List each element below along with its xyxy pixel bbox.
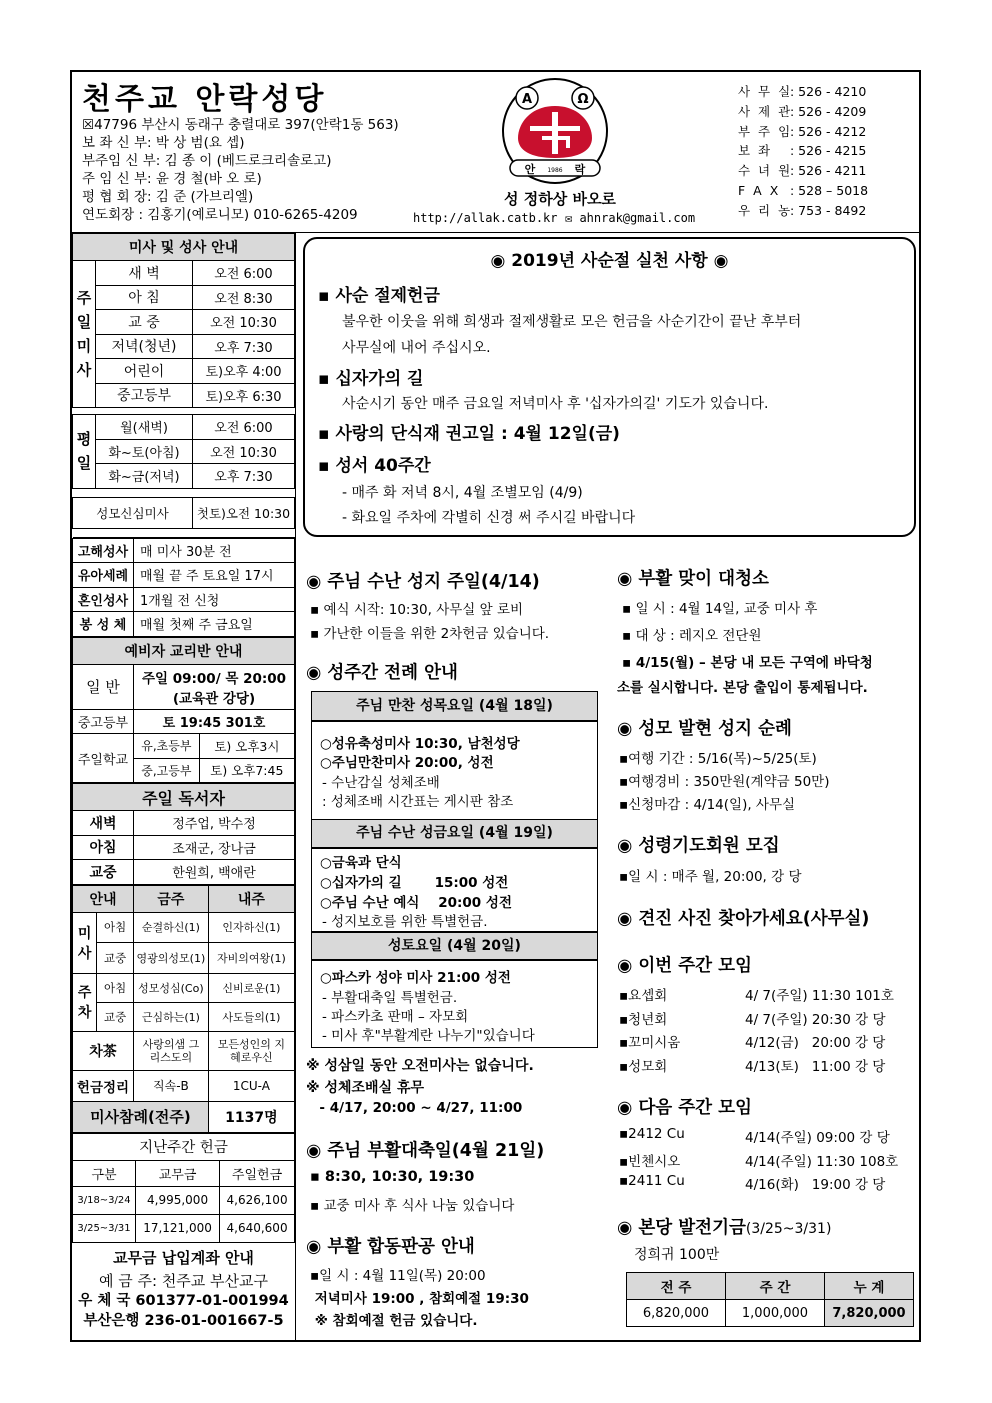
palm-title: ◉ 주님 수난 성지 주일(4/14) <box>306 572 540 592</box>
mass-time: 오전 10:30 <box>193 310 295 335</box>
mass-time: 오전 6:00 <box>193 415 295 440</box>
fund-total: 7,820,000 <box>825 1300 914 1327</box>
phone-label: 우 리 농 <box>738 202 793 218</box>
fund-title <box>617 1214 831 1239</box>
phone-row <box>738 122 868 142</box>
website-link[interactable]: http://allak.catb.kr <box>413 211 558 225</box>
sacrament-value: 1개월 전 신청 <box>134 587 295 612</box>
meeting-when: 4/ 7(주일) 20:30 강 당 <box>745 1011 886 1028</box>
fund-value: 1,000,000 <box>726 1300 825 1327</box>
clean-line: ▪ 대 상 : 레지오 전단원 <box>622 628 762 644</box>
account-line: 부산은행 236-01-001667-5 <box>83 1312 284 1329</box>
sacrament-value: 매월 끝 주 토요일 17시 <box>134 563 295 588</box>
readers-title: 주일 독서자 <box>73 784 295 811</box>
account-box <box>72 1243 295 1331</box>
fund-value: 6,820,000 <box>627 1300 726 1327</box>
saturday-line: - 미사 후"부활계란 나누기"있습니다 <box>322 1028 535 1044</box>
duty-next: 신비로운(1) <box>208 973 294 1002</box>
logo-right-text: 락 <box>574 163 586 176</box>
patron-saint: 성 정하상 바오로 <box>504 190 616 208</box>
sacrament-name: 봉 성 체 <box>73 612 134 637</box>
reader-names: 조재군, 장나금 <box>134 835 295 860</box>
phone-label: 보 좌 <box>738 143 773 159</box>
offering-table <box>72 1133 295 1243</box>
readers-table <box>72 783 295 885</box>
mail-icon: ✉ <box>565 211 580 225</box>
penance-line: 저녁미사 19:00 , 참회예절 19:30 <box>310 1291 529 1307</box>
offering-period: 3/18~3/24 <box>73 1186 136 1214</box>
saturday-title: 성토요일 (4월 20일) <box>311 932 598 960</box>
phone-row <box>738 141 868 161</box>
left-column <box>72 233 295 1331</box>
phone-number: : 526 - 4211 <box>790 163 867 179</box>
fund-header: 주 간 <box>726 1273 825 1300</box>
offering-sunday: 4,626,100 <box>220 1186 295 1214</box>
reader-mass: 새벽 <box>73 811 134 836</box>
phone-label: F A X <box>738 182 781 198</box>
meeting-name: ▪성모회 <box>619 1058 668 1075</box>
weekday-label: 평 일 <box>73 415 96 489</box>
class-value: 토 19:45 301호 <box>134 709 295 734</box>
week-meetings-title: ◉ 이번 주간 모임 <box>617 956 752 976</box>
sacrament-name: 고해성사 <box>73 538 134 563</box>
class-value <box>134 664 295 709</box>
offering-header: 주일헌금 <box>220 1160 295 1186</box>
fund-header: 누 계 <box>825 1273 914 1300</box>
offering-dues: 4,995,000 <box>136 1186 220 1214</box>
sacrament-value: 매월 첫째 주 금요일 <box>134 612 295 637</box>
clean-line: ▪ 일 시 : 4월 14일, 교중 미사 후 <box>622 601 818 617</box>
tea-next: 모든성인의 지혜로우신 <box>208 1031 294 1070</box>
sacrament-table <box>72 538 295 637</box>
pilgrim-line: ▪여행 기간 : 5/16(목)~5/25(토) <box>619 751 817 767</box>
lent-item-head: ▪ 사순 절제헌금 <box>318 286 440 306</box>
sacrament-value: 매 미사 30분 전 <box>134 538 295 563</box>
duty-next: 사도들의(1) <box>208 1002 294 1031</box>
school-time: 토) 오후3시 <box>199 734 294 759</box>
mass-name: 화~금(저녁) <box>96 464 193 489</box>
phone-row <box>738 161 868 181</box>
clean-line: 소를 실시합니다. 본당 출입이 통제됩니다. <box>617 680 868 696</box>
duty-next: 인자하신(1) <box>208 912 294 943</box>
mass-time: 오전 8:30 <box>193 285 295 310</box>
sunday-school-label: 주일학교 <box>73 734 134 783</box>
class-time: 주일 09:00/ 목 20:00 <box>141 670 287 687</box>
mass-name: 월(새벽) <box>96 415 193 440</box>
fund-donor: 정희귀 100만 <box>634 1247 720 1263</box>
account-line: 우 체 국 601377-01-001994 <box>78 1292 289 1309</box>
phone-number: : 526 - 4210 <box>790 84 867 99</box>
phone-number: : 526 - 4212 <box>790 123 867 139</box>
penance-line: ▪일 시 : 4월 11일(목) 20:00 <box>310 1268 486 1284</box>
palm-line: ▪ 예식 시작: 10:30, 사무실 앞 로비 <box>310 602 524 618</box>
pilgrim-line: ▪신청마감 : 4/14(일), 사무실 <box>619 797 796 813</box>
lent-item-line: - 매주 화 저녁 8시, 4월 조별모임 (4/9) <box>342 485 583 501</box>
class-place: (교육관 강당) <box>172 690 256 707</box>
phone-row <box>738 181 868 201</box>
duty-this: 성모성심(Co) <box>134 973 209 1002</box>
phone-label: 사 제 관 <box>738 103 793 119</box>
lent-item-line: 불우한 이웃을 위해 희생과 절제생활로 모은 헌금을 사순기간이 끝난 후부터 <box>342 314 802 330</box>
spacer <box>73 528 295 537</box>
email-link[interactable] <box>565 211 695 225</box>
fund-table <box>626 1272 914 1327</box>
logo-year-text: 1986 <box>547 167 563 174</box>
meeting-name: ▪청년회 <box>619 1011 668 1028</box>
mass-time: 오전 6:00 <box>193 261 295 286</box>
saturday-line: - 부활대축일 특별헌금. <box>322 990 458 1006</box>
tea-label: 차茶 <box>73 1031 134 1070</box>
offering-sort-this: 직속-B <box>134 1070 209 1101</box>
mass-title: 미사 및 성사 안내 <box>73 234 295 261</box>
prayer-title: ◉ 성령기도회원 모집 <box>617 836 780 856</box>
lent-item-head: ▪ 사랑의 단식재 권고일 : 4월 12일(금) <box>318 424 620 444</box>
mass-table <box>72 233 295 538</box>
meeting-when: 4/13(토) 11:00 강 당 <box>745 1058 886 1075</box>
sacrament-name: 유아세례 <box>73 563 134 588</box>
duty-mass: 아침 <box>97 973 134 1002</box>
reader-names: 정주업, 박수정 <box>134 811 295 836</box>
duty-header: 안내 <box>73 885 134 912</box>
lent-item-head: ▪ 성서 40주간 <box>318 456 431 476</box>
staff-line: 평 협 회 장: 김 준 (가브리엘) <box>82 189 254 205</box>
marian-mass-name: 성모신심미사 <box>73 497 193 528</box>
duty-header: 내주 <box>208 885 294 912</box>
offering-header: 구분 <box>73 1160 136 1186</box>
offering-sort-label: 헌금정리 <box>73 1070 134 1101</box>
meeting-when: 4/14(주일) 09:00 강 당 <box>745 1130 890 1146</box>
omega-text: Ω <box>577 92 589 107</box>
meeting-when: 4/16(화) 19:00 강 당 <box>745 1177 886 1193</box>
staff-line: 연도회장 : 김홍기(예로니모) 010-6265-4209 <box>82 207 358 223</box>
palm-line: ▪ 가난한 이들을 위한 2차헌금 있습니다. <box>310 626 550 642</box>
mass-name: 교 중 <box>96 310 193 335</box>
thursday-line: : 성체조배 시간표는 게시판 참조 <box>322 794 514 810</box>
column-divider <box>295 233 296 1340</box>
prayer-line: ▪일 시 : 매주 월, 20:00, 강 당 <box>619 869 802 885</box>
meeting-name: ▪2412 Cu <box>619 1126 685 1142</box>
meeting-when: 4/12(금) 20:00 강 당 <box>745 1035 886 1051</box>
marian-mass-time: 첫토)오전 10:30 <box>193 497 295 528</box>
duty-mass: 교중 <box>97 943 134 974</box>
note-line: ※ 성삼일 동안 오전미사는 없습니다. <box>306 1058 534 1074</box>
friday-line: ○주님 수난 예식 20:00 성전 <box>320 895 512 911</box>
fund-title-text: ◉ 본당 발전기금 <box>617 1218 746 1238</box>
school-time: 토) 오후7:45 <box>199 758 294 783</box>
duty-park-label: 주 차 <box>73 973 97 1031</box>
holyweek-title: ◉ 성주간 전례 안내 <box>306 663 458 683</box>
attendance-label: 미사참례(전주) <box>73 1101 209 1132</box>
account-title: 교무금 납입계좌 안내 <box>113 1248 254 1267</box>
saturday-line: - 파스카초 판매 – 자모회 <box>322 1009 469 1025</box>
meeting-when: 4/14(주일) 11:30 108호 <box>745 1153 899 1170</box>
phone-list <box>738 82 868 221</box>
mass-time: 토)오후 4:00 <box>193 359 295 384</box>
offering-title: 지난주간 헌금 <box>73 1133 295 1160</box>
phone-number: : 753 - 8492 <box>790 202 867 218</box>
reader-names: 한원희, 백애란 <box>134 860 295 885</box>
duty-mass: 아침 <box>97 912 134 943</box>
class-name: 중고등부 <box>73 709 134 734</box>
logo-left-text: 안 <box>524 163 536 176</box>
staff-line: 주 임 신 부: 윤 경 철(바 오 로) <box>82 171 262 187</box>
staff-line: 부주임 신 부: 김 종 이 (베드로크리솔로고) <box>82 153 332 169</box>
phone-row <box>738 82 868 102</box>
offering-header: 교무금 <box>136 1160 220 1186</box>
lent-item-line: - 화요일 주차에 각별히 신경 써 주시길 바랍니다 <box>342 510 636 526</box>
duty-next: 자비의여왕(1) <box>208 943 294 974</box>
phone-number: : 526 - 4209 <box>790 103 867 119</box>
account-line: 예 금 주: 천주교 부산교구 <box>98 1271 269 1290</box>
easter-line: ▪ 교중 미사 후 식사 나눔 있습니다 <box>310 1198 515 1214</box>
reader-mass: 교중 <box>73 860 134 885</box>
mass-name: 저녁(청년) <box>96 334 193 359</box>
address: ☒47796 부산시 동래구 충렬대로 397(안락1동 563) <box>82 117 399 133</box>
thursday-line: ○성유축성미사 10:30, 남천성당 <box>320 736 520 752</box>
photo-title: ◉ 견진 사진 찾아가세요(사무실) <box>617 909 870 929</box>
offering-dues: 17,121,000 <box>136 1214 220 1242</box>
pilgrim-line: ▪여행경비 : 350만원(계약금 50만) <box>619 774 830 790</box>
meeting-when: 4/ 7(주일) 11:30 101호 <box>745 988 894 1004</box>
fund-header: 전 주 <box>627 1273 726 1300</box>
tea-this: 사랑의샘 그리스도의 <box>134 1031 209 1070</box>
pilgrim-title: ◉ 성모 발현 성지 순례 <box>617 719 792 739</box>
easter-title: ◉ 주님 부활대축일(4월 21일) <box>306 1141 545 1161</box>
thursday-line: - 수난감실 성체조배 <box>322 775 440 791</box>
phone-number: : 526 - 4215 <box>790 143 867 159</box>
meeting-name: ▪2411 Cu <box>619 1173 685 1189</box>
catechumen-title: 예비자 교리반 안내 <box>73 637 295 664</box>
email-text: ahnrak@gmail.com <box>579 211 696 225</box>
fund-period: (3/25~3/31) <box>745 1221 832 1237</box>
class-name: 일 반 <box>73 664 134 709</box>
duty-table <box>72 885 295 1133</box>
mass-name: 아 침 <box>96 285 193 310</box>
sacrament-name: 혼인성사 <box>73 587 134 612</box>
phone-number: : 528 – 5018 <box>790 182 869 198</box>
attendance-value: 1137명 <box>208 1101 294 1132</box>
duty-this: 근심하는(1) <box>134 1002 209 1031</box>
reader-mass: 아침 <box>73 835 134 860</box>
mass-name: 중고등부 <box>96 383 193 408</box>
catechumen-table <box>72 637 295 784</box>
school-name: 유,초등부 <box>134 734 200 759</box>
phone-label: 수 녀 원 <box>738 163 793 179</box>
spacer <box>73 408 295 415</box>
sunday-label: 주 일 미 사 <box>73 261 96 408</box>
meeting-name: ▪꼬미시움 <box>619 1035 681 1051</box>
mass-name: 새 벽 <box>96 261 193 286</box>
clean-title: ◉ 부활 맞이 대청소 <box>617 569 769 589</box>
duty-header: 금주 <box>134 885 209 912</box>
mass-name: 어린이 <box>96 359 193 384</box>
friday-line: ○금육과 단식 <box>320 855 402 871</box>
staff-line: 보 좌 신 부: 박 상 범(요 셉) <box>82 135 245 151</box>
phone-label: 사 무 실 <box>738 84 793 99</box>
friday-line: ○십자가의 길 15:00 성전 <box>320 875 509 891</box>
offering-period: 3/25~3/31 <box>73 1214 136 1242</box>
spacer <box>73 488 295 497</box>
school-name: 중,고등부 <box>134 758 200 783</box>
friday-line: - 성지보호를 위한 특별헌금. <box>322 914 488 930</box>
mass-name: 화~토(아침) <box>96 439 193 464</box>
lent-item-head: ▪ 십자가의 길 <box>318 369 424 389</box>
note-line: ※ 성체조배실 휴무 <box>306 1080 425 1096</box>
offering-sort-next: 1CU-A <box>208 1070 294 1101</box>
friday-title: 주님 수난 성금요일 (4월 19일) <box>311 819 598 848</box>
meeting-name: ▪빈첸시오 <box>619 1153 681 1170</box>
mass-time: 오후 7:30 <box>193 464 295 489</box>
duty-this: 순결하신(1) <box>134 912 209 943</box>
header-info <box>82 116 399 224</box>
mass-time: 오전 10:30 <box>193 439 295 464</box>
meeting-name: ▪요셉회 <box>619 988 668 1004</box>
duty-mass-label: 미 사 <box>73 912 97 973</box>
thursday-title: 주님 만찬 성목요일 (4월 18일) <box>311 691 598 721</box>
saturday-line: ○파스카 성야 미사 21:00 성전 <box>320 970 511 986</box>
parish-logo <box>500 76 610 186</box>
phone-row <box>738 201 868 221</box>
next-meetings-title: ◉ 다음 주간 모임 <box>617 1098 752 1118</box>
thursday-line: ○주님만찬미사 20:00, 성전 <box>320 755 494 771</box>
duty-this: 영광의성모(1) <box>134 943 209 974</box>
mass-time: 토)오후 6:30 <box>193 383 295 408</box>
clean-line: ▪ 4/15(월) – 본당 내 모든 구역에 바닥청 <box>622 655 873 671</box>
parish-title: 천주교 안락성당 <box>82 82 328 117</box>
phone-row <box>738 102 868 122</box>
lent-title: ◉ 2019년 사순절 실천 사항 ◉ <box>490 251 729 271</box>
duty-mass: 교중 <box>97 1002 134 1031</box>
offering-sunday: 4,640,600 <box>220 1214 295 1242</box>
phone-label: 부 주 임 <box>738 123 793 139</box>
easter-line: ▪ 8:30, 10:30, 19:30 <box>310 1169 475 1185</box>
note-line: - 4/17, 20:00 ~ 4/27, 11:00 <box>310 1100 523 1116</box>
mass-time: 오후 7:30 <box>193 334 295 359</box>
lent-item-line: 사순시기 동안 매주 금요일 저녁미사 후 '십자가의길' 기도가 있습니다. <box>342 396 769 412</box>
alpha-text: A <box>521 92 533 107</box>
penance-title: ◉ 부활 합동판공 안내 <box>306 1237 475 1257</box>
penance-line: ※ 참회예절 헌금 있습니다. <box>310 1313 478 1329</box>
lent-item-line: 사무실에 내어 주십시오. <box>342 340 491 356</box>
